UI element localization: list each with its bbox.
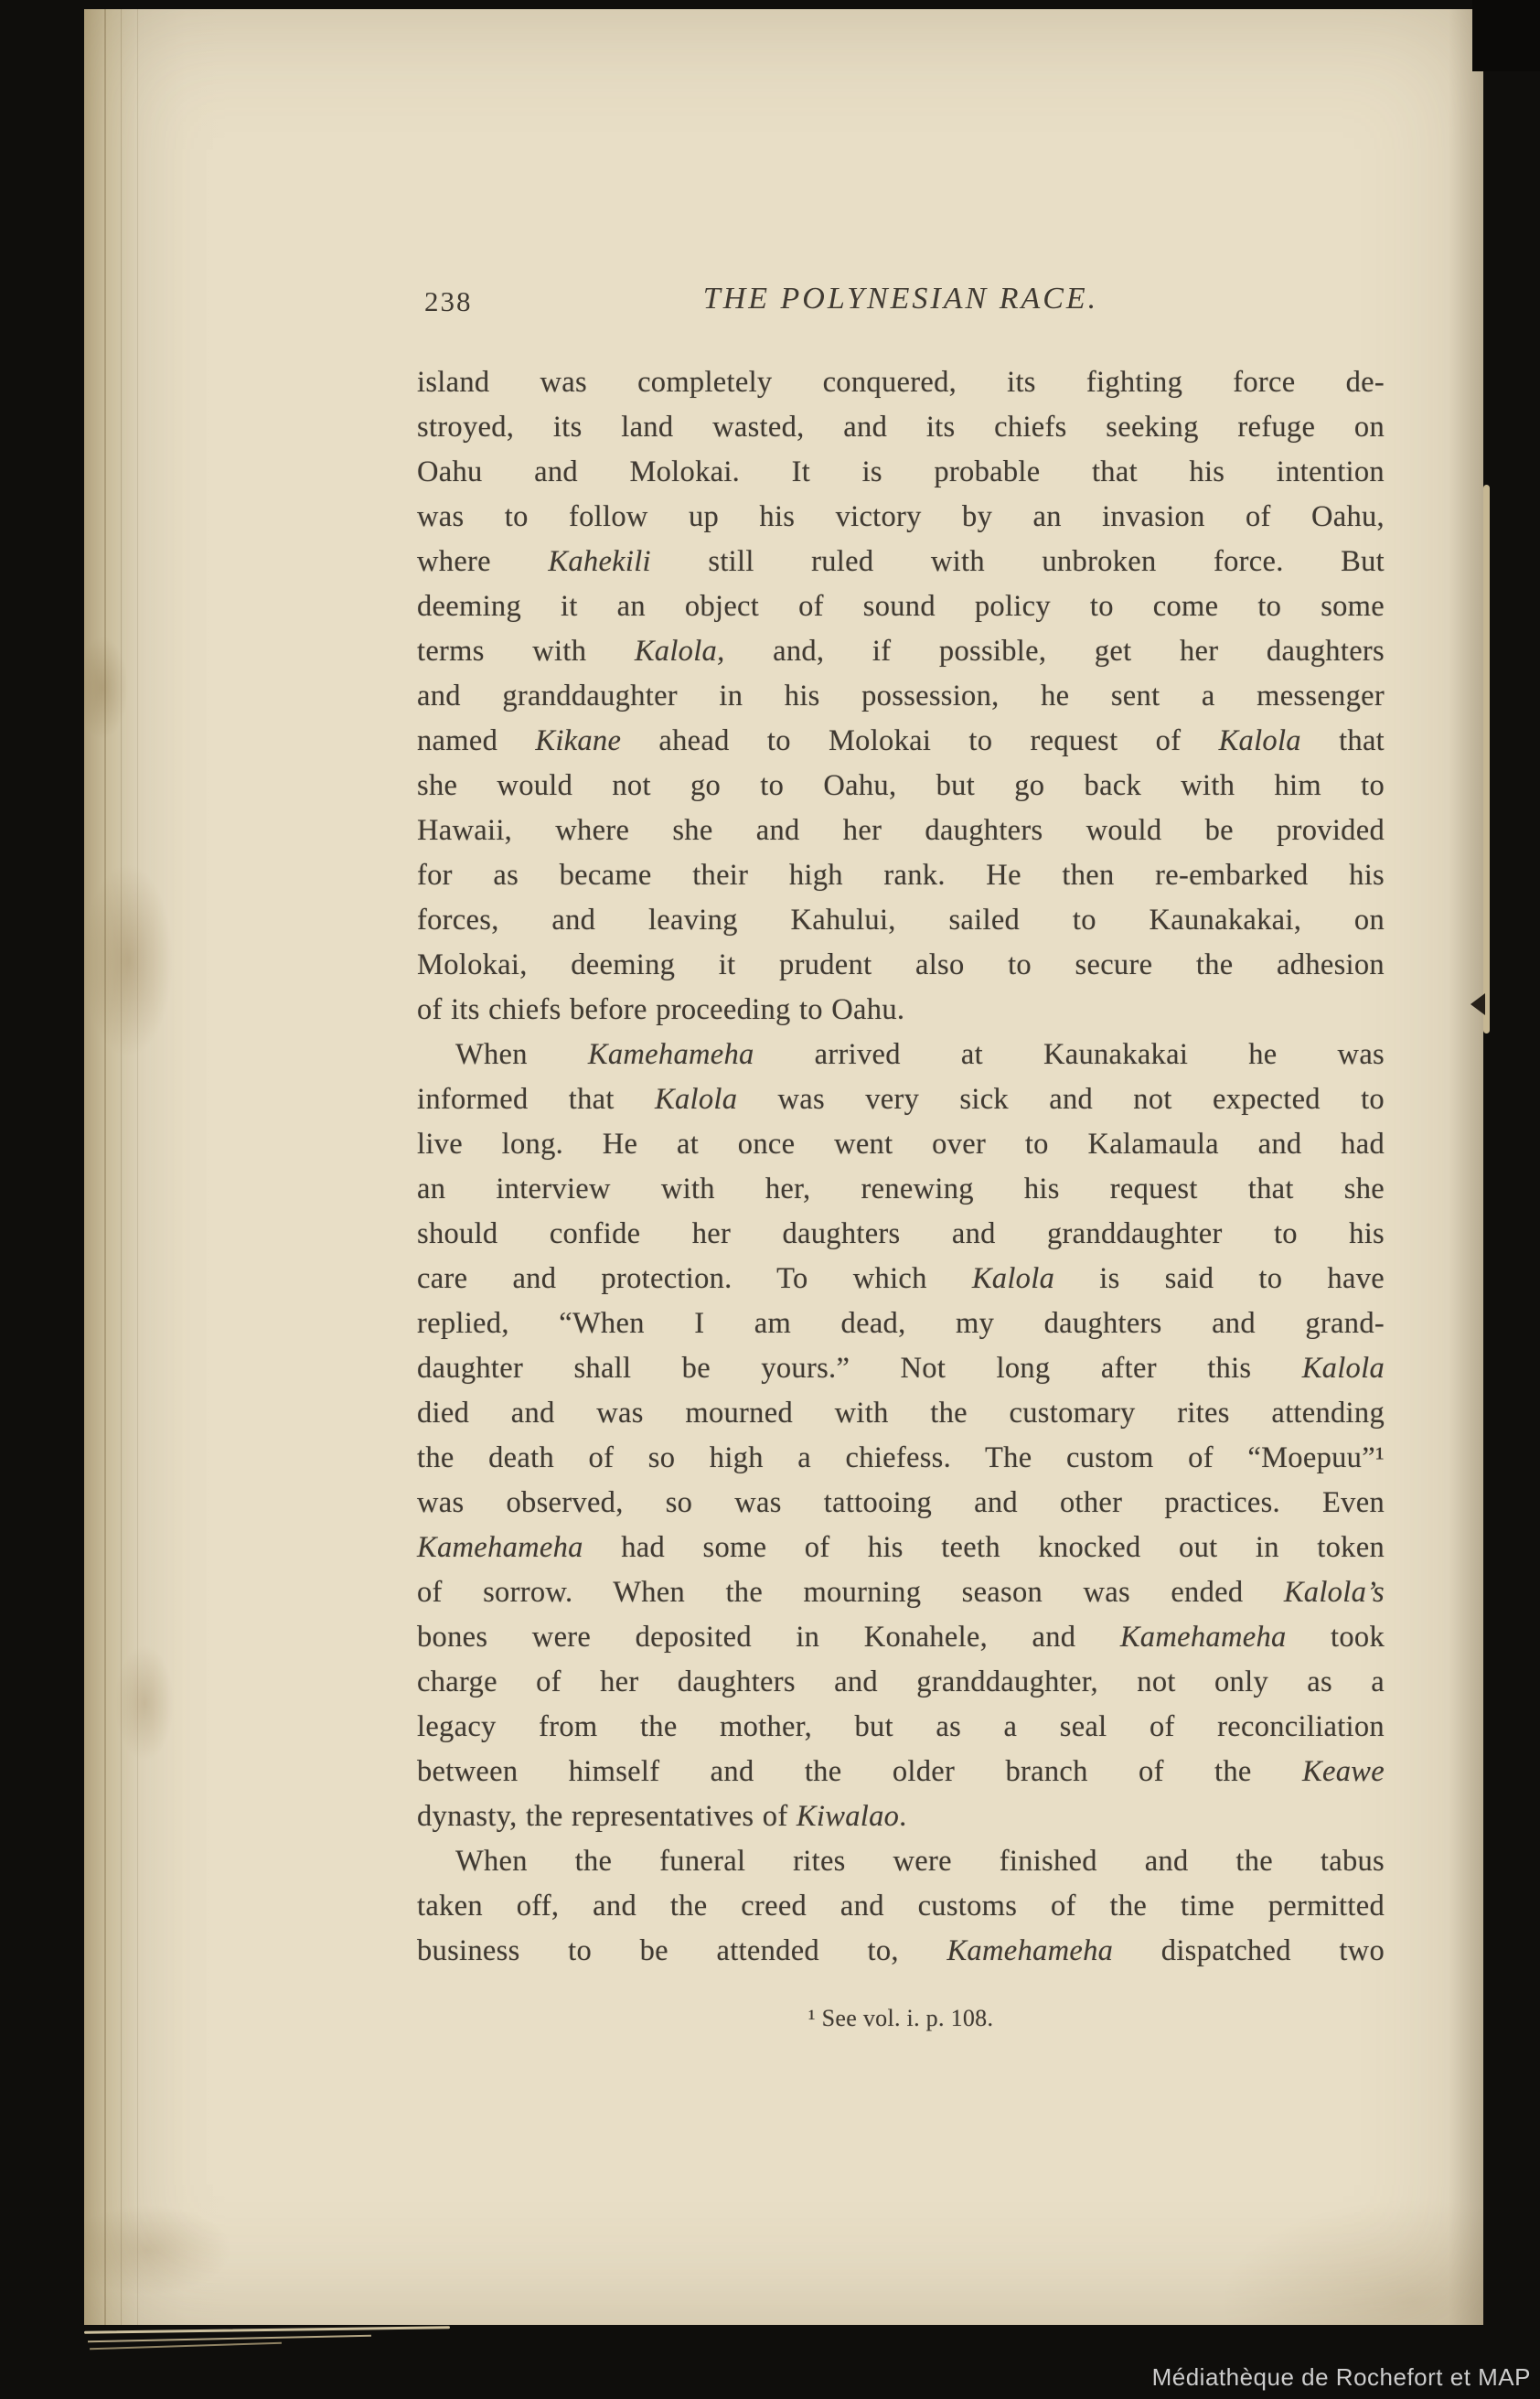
text-run-italic: Kamehameha	[587, 1038, 754, 1071]
text-line	[417, 1167, 1385, 1212]
text-run: died and was mourned with the customary rites attending	[417, 1397, 1385, 1430]
text-line	[417, 1750, 1385, 1794]
text-line	[417, 988, 1385, 1033]
text-run: named	[417, 724, 536, 757]
text-run-italic: Kalola	[971, 1262, 1055, 1295]
text-run: stroyed, its land wasted, and its chiefs seeking refuge on	[417, 411, 1385, 444]
text-line	[417, 405, 1385, 450]
text-line	[417, 764, 1385, 809]
paragraph	[417, 360, 1385, 1033]
text-run: taken off, and the creed and customs of the time permitted	[417, 1890, 1385, 1922]
text-run-italic: Kalola’s	[1283, 1576, 1385, 1609]
page-bottom-edge	[90, 2342, 282, 2351]
text-run: terms with	[417, 635, 635, 668]
text-line	[417, 943, 1385, 988]
text-run: When	[455, 1038, 588, 1071]
text-line	[417, 898, 1385, 943]
text-line	[417, 1033, 1385, 1077]
text-line	[417, 1481, 1385, 1526]
text-line	[417, 1839, 1385, 1884]
text-line	[417, 1212, 1385, 1257]
text-line	[417, 1436, 1385, 1481]
text-line	[417, 1077, 1385, 1122]
text-run: charge of her daughters and granddaughter, not only as a	[417, 1665, 1385, 1698]
text-run: forces, and leaving Kahului, sailed to Kaunakakai, on	[417, 904, 1385, 937]
text-run: care and protection. To which	[417, 1262, 972, 1295]
text-run: an interview with her, renewing his request that she	[417, 1173, 1385, 1205]
text-run: between himself and the older branch of the	[417, 1755, 1303, 1788]
text-block	[417, 360, 1385, 1974]
text-run: informed that	[417, 1083, 655, 1116]
text-line	[417, 629, 1385, 674]
text-run: legacy from the mother, but as a seal of reconciliation	[417, 1710, 1385, 1743]
text-run: live long. He at once went over to Kalamaula and had	[417, 1128, 1385, 1161]
text-run: and granddaughter in his possession, he sent a messenger	[417, 680, 1385, 712]
text-run: she would not go to Oahu, but go back with him to	[417, 769, 1385, 802]
text-run: still ruled with unbroken force. But	[650, 545, 1385, 578]
text-run-italic: Kiwalao	[796, 1800, 900, 1833]
text-run-italic: Kalola	[1218, 724, 1301, 757]
text-run: When the funeral rites were finished and the tabus	[455, 1845, 1385, 1878]
text-run: of sorrow. When the mourning season was ended	[417, 1576, 1284, 1609]
page-bottom-edge	[88, 2335, 371, 2342]
page-number: 238	[424, 285, 473, 317]
text-run-italic: Kamehameha	[1119, 1621, 1287, 1654]
text-run: should confide her daughters and granddaughter to his	[417, 1217, 1385, 1250]
text-run: of its chiefs before proceeding to Oahu.	[417, 993, 905, 1026]
text-line	[417, 674, 1385, 719]
corner-notch	[1472, 0, 1540, 71]
text-line	[417, 1391, 1385, 1436]
text-run: Hawaii, where she and her daughters would be provided	[417, 814, 1385, 847]
text-run-italic: Kalola	[1301, 1352, 1385, 1385]
paragraph	[417, 1839, 1385, 1974]
text-run: Oahu and Molokai. It is probable that his intention	[417, 455, 1385, 488]
text-line	[417, 1526, 1385, 1570]
text-line	[417, 1346, 1385, 1391]
text-run: dynasty, the representatives of	[417, 1800, 797, 1833]
text-run-italic: Kahekili	[548, 545, 651, 578]
text-line	[417, 1122, 1385, 1167]
page-fold-lines	[97, 9, 152, 2325]
text-run-italic: Kalola,	[634, 635, 725, 668]
text-run-italic: Kikane	[535, 724, 622, 757]
text-run-italic: Kalola	[654, 1083, 738, 1116]
text-line	[417, 495, 1385, 540]
text-run: had some of his teeth knocked out in token	[583, 1531, 1385, 1564]
text-run: daughter shall be yours.” Not long after this	[417, 1352, 1302, 1385]
paragraph	[417, 1033, 1385, 1839]
text-run: was to follow up his victory by an invasion of Oahu,	[417, 500, 1385, 533]
watermark: Médiathèque de Rochefort et MAP	[1151, 2363, 1531, 2391]
text-line	[417, 1929, 1385, 1974]
text-run: for as became their high rank. He then re-embarked his	[417, 859, 1385, 892]
text-line	[417, 1705, 1385, 1750]
text-run: .	[899, 1800, 907, 1833]
text-run: took	[1286, 1621, 1385, 1654]
text-run: dispatched two	[1113, 1934, 1385, 1967]
text-line	[417, 853, 1385, 898]
text-line	[417, 540, 1385, 584]
page-header	[417, 280, 1385, 322]
text-line	[417, 1301, 1385, 1346]
page-bottom-edge	[84, 2326, 450, 2334]
text-line	[417, 450, 1385, 495]
book-page	[84, 9, 1483, 2325]
text-run: Molokai, deeming it prudent also to secure the adhesion	[417, 948, 1385, 981]
text-line	[417, 809, 1385, 853]
text-run: ahead to Molokai to request of	[621, 724, 1219, 757]
text-run-italic: Kamehameha	[946, 1934, 1114, 1967]
text-run: that	[1300, 724, 1385, 757]
text-line	[417, 1570, 1385, 1615]
text-run-italic: Kamehameha	[417, 1531, 583, 1564]
text-run: replied, “When I am dead, my daughters and grand-	[417, 1307, 1385, 1340]
running-title: THE POLYNESIAN RACE.	[702, 282, 1099, 316]
text-run-italic: Keawe	[1302, 1755, 1385, 1788]
text-line	[417, 1615, 1385, 1660]
text-run: island was completely conquered, its fighting force de-	[417, 366, 1385, 399]
text-run: arrived at Kaunakakai he was	[754, 1038, 1385, 1071]
text-run: and, if possible, get her daughters	[724, 635, 1385, 668]
text-line	[417, 360, 1385, 405]
text-run: was observed, so was tattooing and other practices. Even	[417, 1486, 1385, 1519]
text-run: deeming it an object of sound policy to come to some	[417, 590, 1385, 623]
text-line	[417, 584, 1385, 629]
text-run: the death of so high a chiefess. The custom of “Moepuu”¹	[417, 1441, 1385, 1474]
text-run: was very sick and not expected to	[737, 1083, 1385, 1116]
text-run: is said to have	[1054, 1262, 1385, 1295]
text-run: business to be attended to,	[417, 1934, 947, 1967]
text-line	[417, 1794, 1385, 1839]
text-run: bones were deposited in Konahele, and	[417, 1621, 1120, 1654]
text-line	[417, 1257, 1385, 1301]
footnote: ¹ See vol. i. p. 108.	[807, 2005, 994, 2031]
text-run: where	[417, 545, 549, 578]
text-line	[417, 1884, 1385, 1929]
page-edge-sliver	[1483, 485, 1490, 1033]
text-line	[417, 719, 1385, 764]
text-line	[417, 1660, 1385, 1705]
